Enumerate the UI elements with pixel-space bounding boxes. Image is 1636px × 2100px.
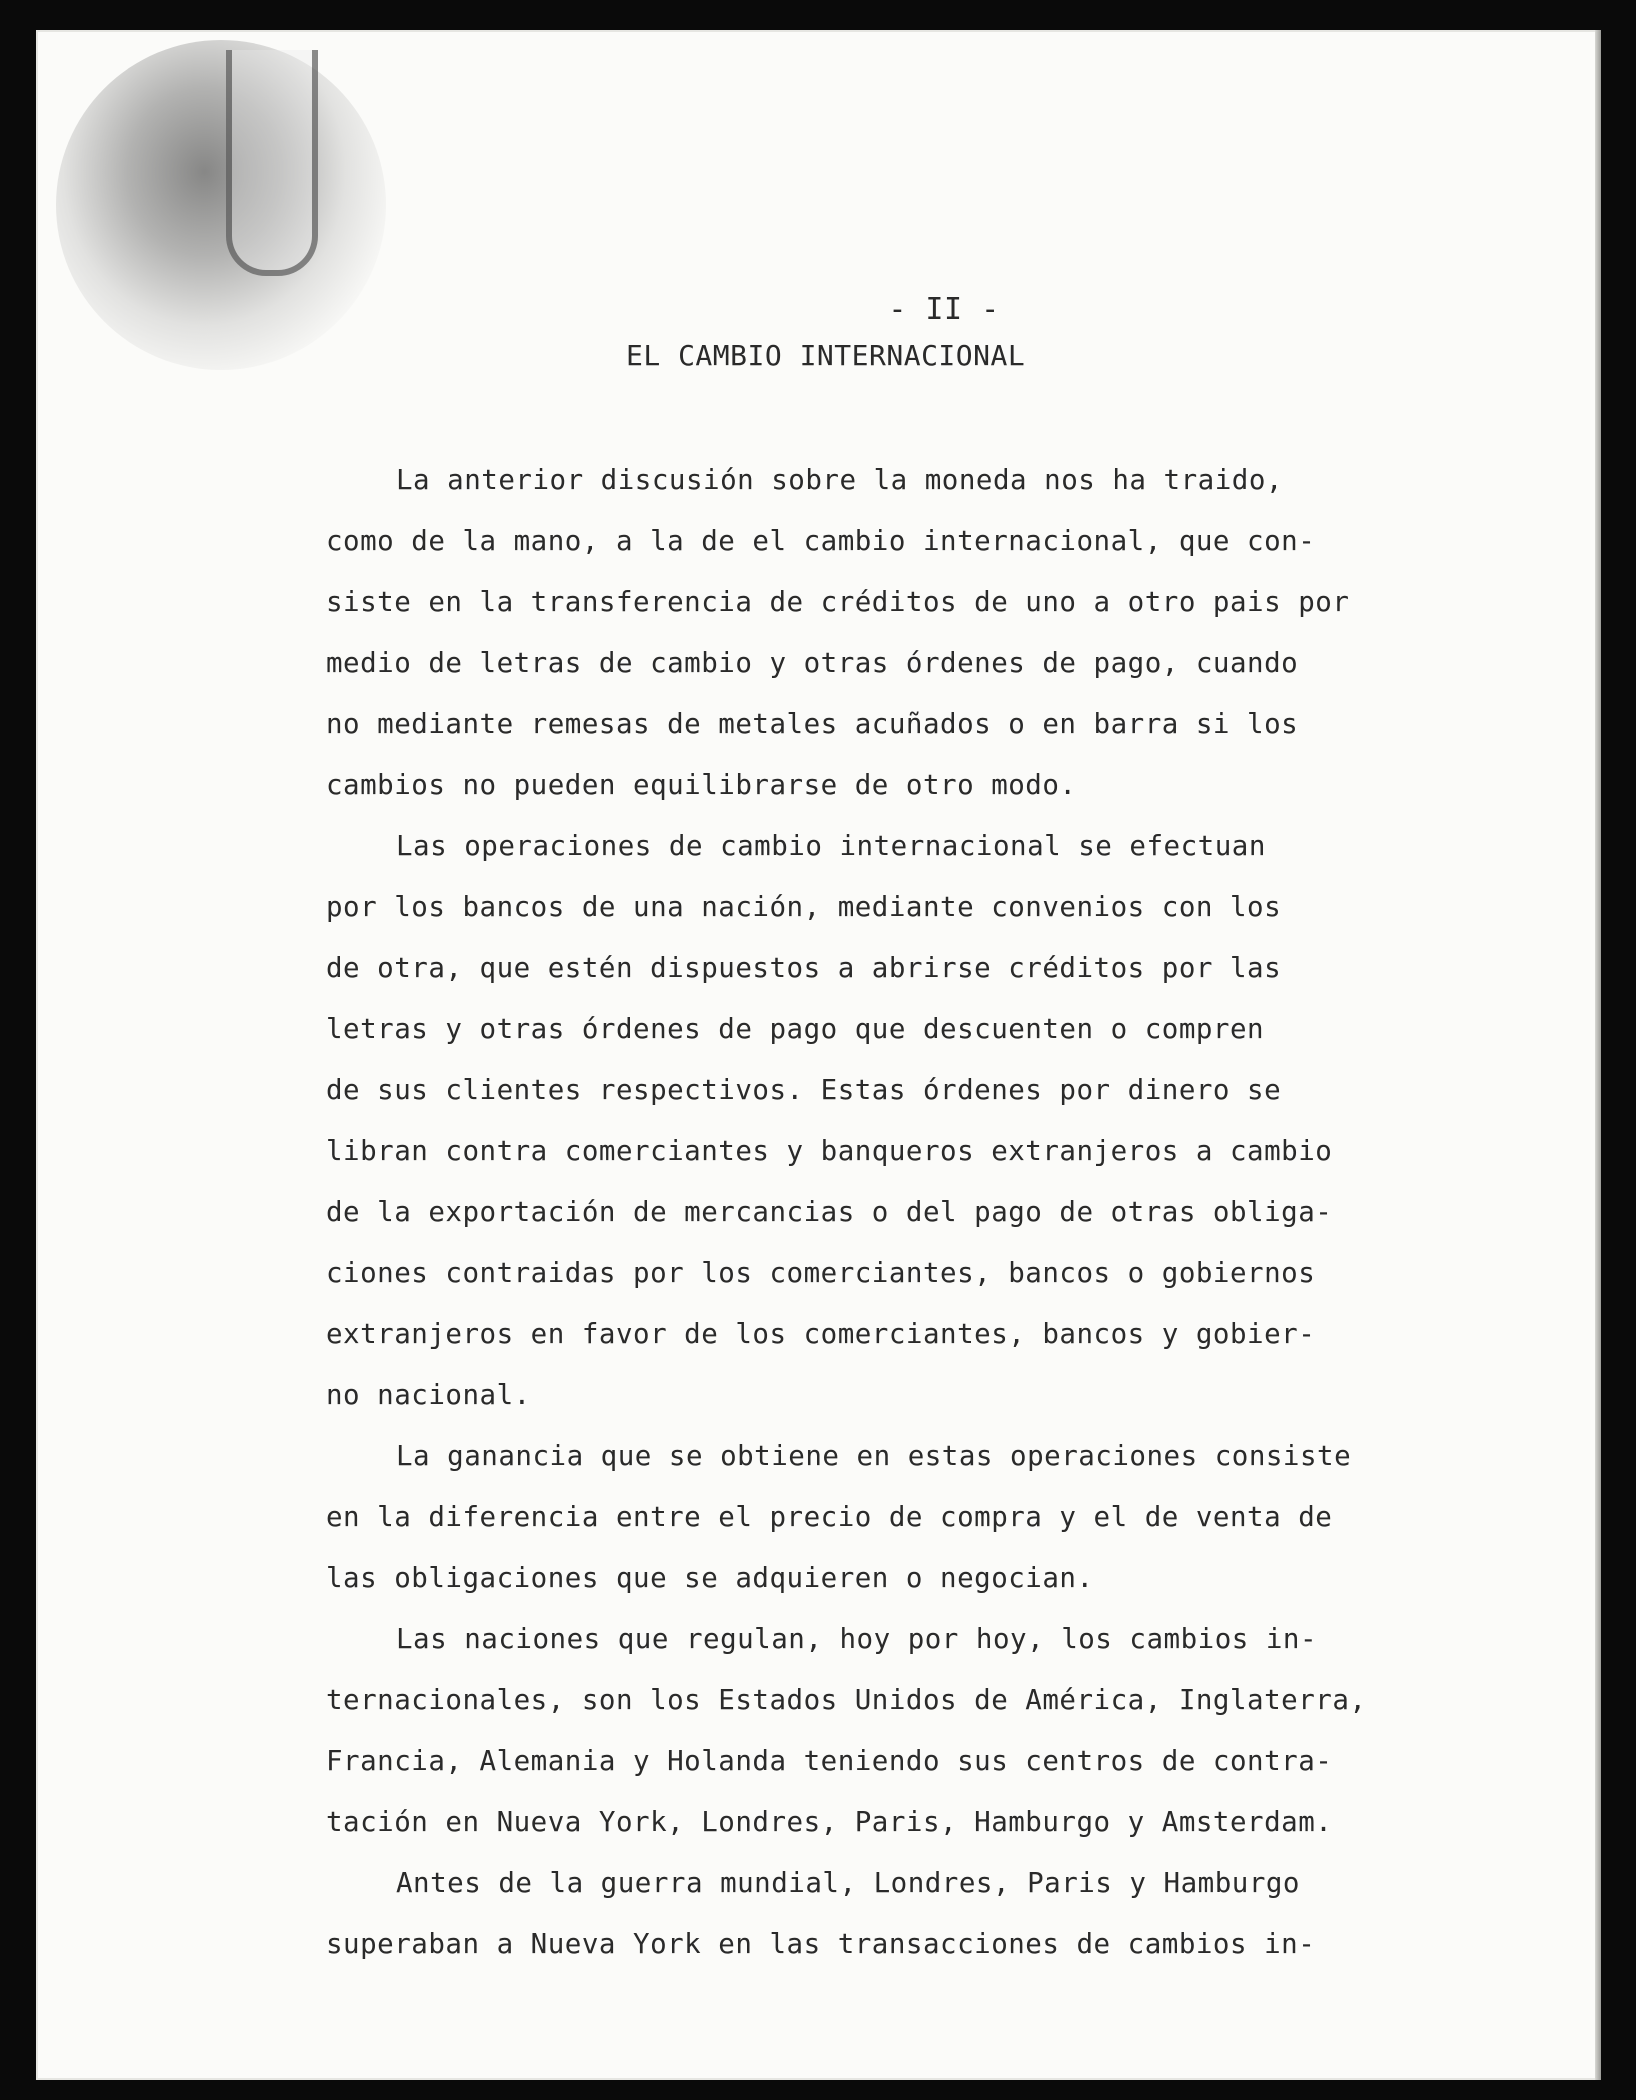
chapter-title: EL CAMBIO INTERNACIONAL bbox=[626, 339, 1026, 372]
text-line: por los bancos de una nación, mediante convenios con los bbox=[326, 891, 1282, 923]
text-line: en la diferencia entre el precio de compra y el de venta de bbox=[326, 1501, 1333, 1533]
text-line: extranjeros en favor de los comerciantes, bancos y gobier- bbox=[326, 1318, 1316, 1350]
text-line: no mediante remesas de metales acuñados o en barra si los bbox=[326, 708, 1299, 740]
page-edge bbox=[1595, 30, 1601, 2080]
page-body bbox=[326, 292, 1486, 1975]
text-line: ciones contraidas por los comerciantes, bancos o gobiernos bbox=[326, 1257, 1316, 1289]
text-line: letras y otras órdenes de pago que descuenten o compren bbox=[326, 1013, 1265, 1045]
text-line: superaban a Nueva York en las transacciones de cambios in- bbox=[326, 1928, 1316, 1960]
text-line: tación en Nueva York, Londres, Paris, Hamburgo y Amsterdam. bbox=[326, 1806, 1333, 1838]
text-line: medio de letras de cambio y otras órdenes de pago, cuando bbox=[326, 647, 1299, 679]
text-line: de sus clientes respectivos. Estas órdenes por dinero se bbox=[326, 1074, 1282, 1106]
text-line: Francia, Alemania y Holanda teniendo sus centros de contra- bbox=[326, 1745, 1333, 1777]
paper-clip-mark bbox=[226, 50, 318, 276]
text-line: La ganancia que se obtiene en estas operaciones consiste bbox=[396, 1440, 1352, 1472]
paragraph-4 bbox=[326, 1609, 1486, 1853]
text-line: Antes de la guerra mundial, Londres, Paris y Hamburgo bbox=[396, 1867, 1300, 1899]
paragraph-3 bbox=[326, 1426, 1486, 1609]
text-line: siste en la transferencia de créditos de uno a otro pais por bbox=[326, 586, 1350, 618]
chapter-number: - II - bbox=[888, 292, 1000, 327]
text-line: de la exportación de mercancias o del pago de otras obliga- bbox=[326, 1196, 1333, 1228]
text-line: cambios no pueden equilibrarse de otro modo. bbox=[326, 769, 1077, 801]
text-line: libran contra comerciantes y banqueros extranjeros a cambio bbox=[326, 1135, 1333, 1167]
text-line: La anterior discusión sobre la moneda nos ha traido, bbox=[396, 464, 1283, 496]
text-line: Las naciones que regulan, hoy por hoy, los cambios in- bbox=[396, 1623, 1318, 1655]
paragraph-2 bbox=[326, 816, 1486, 1426]
text-line: ternacionales, son los Estados Unidos de América, Inglaterra, bbox=[326, 1684, 1367, 1716]
paragraph-5 bbox=[326, 1853, 1486, 1975]
text-line: Las operaciones de cambio internacional se efectuan bbox=[396, 830, 1266, 862]
text-line: no nacional. bbox=[326, 1379, 531, 1411]
text-line: como de la mano, a la de el cambio internacional, que con- bbox=[326, 525, 1316, 557]
typed-page bbox=[36, 30, 1601, 2080]
text-line: las obligaciones que se adquieren o negocian. bbox=[326, 1562, 1094, 1594]
text-line: de otra, que estén dispuestos a abrirse créditos por las bbox=[326, 952, 1282, 984]
paragraph-1 bbox=[326, 450, 1486, 816]
